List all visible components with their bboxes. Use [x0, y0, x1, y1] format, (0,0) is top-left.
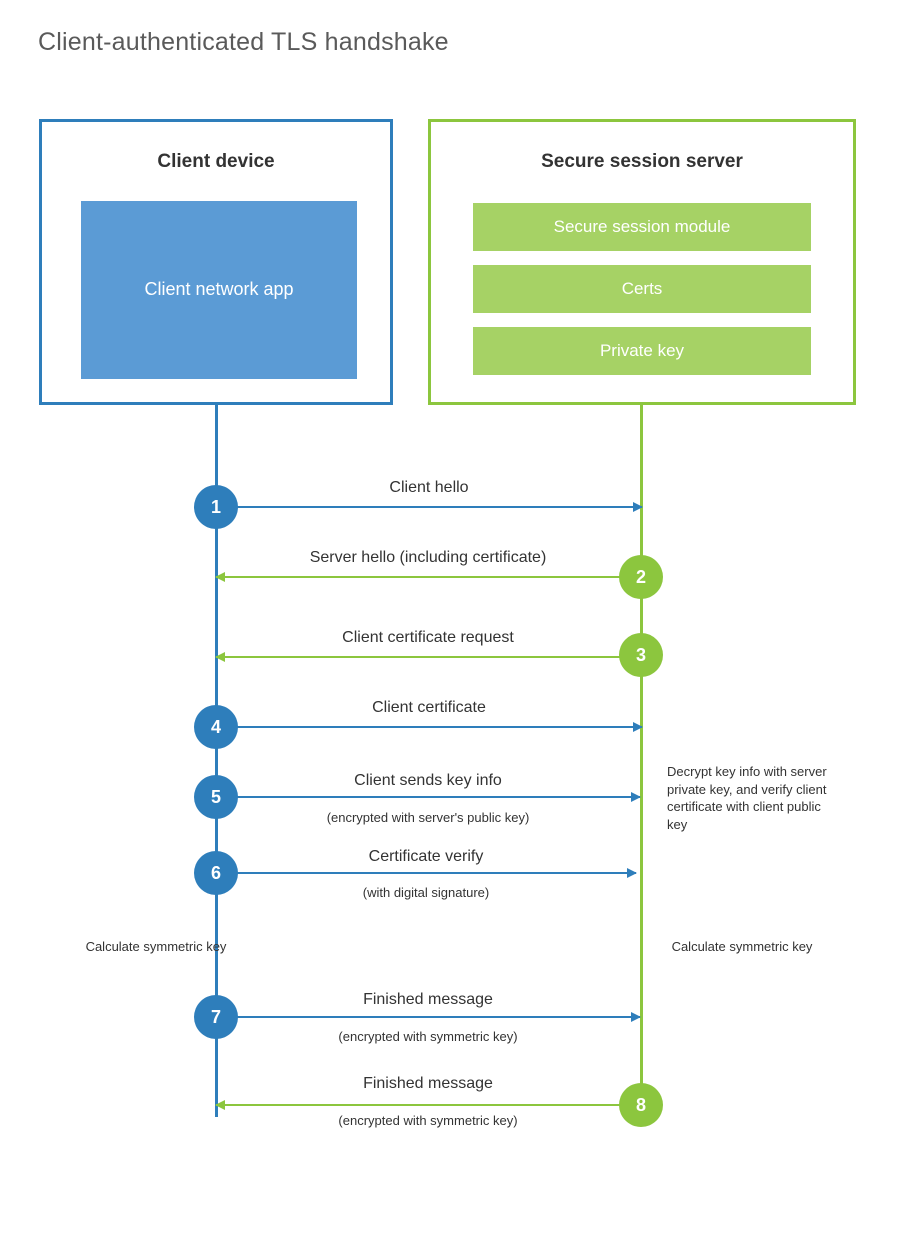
step-5-label: Client sends key info: [354, 772, 502, 789]
arrow-step-4: [216, 726, 642, 728]
step-5-sublabel: (encrypted with server's public key): [326, 810, 530, 825]
step-circle-6: 6: [194, 851, 238, 895]
step-circle-5: 5: [194, 775, 238, 819]
arrow-step-8: [216, 1104, 640, 1106]
server-block-private-key: Private key: [473, 327, 811, 375]
secure-session-server-box: [428, 119, 856, 405]
step-2-label: Server hello (including certificate): [309, 549, 547, 566]
arrow-head-icon: [631, 1012, 641, 1022]
arrow-step-5: [216, 796, 640, 798]
arrow-head-icon: [627, 868, 637, 878]
page-title: Client-authenticated TLS handshake: [38, 28, 449, 56]
step-7-label: Finished message: [363, 991, 493, 1008]
arrow-step-1: [216, 506, 642, 508]
arrow-head-icon: [633, 722, 643, 732]
arrow-step-3: [216, 656, 640, 658]
arrow-step-7: [216, 1016, 640, 1018]
step-1-label: Client hello: [389, 479, 469, 496]
server-block-secure-session-module: Secure session module: [473, 203, 811, 251]
arrow-head-icon: [215, 1100, 225, 1110]
step-8-label: Finished message: [363, 1075, 493, 1092]
arrow-step-6: [216, 872, 636, 874]
note-server-calculate-symmetric-key: Calculate symmetric key: [671, 939, 813, 954]
step-3-label: Client certificate request: [342, 629, 514, 646]
arrow-head-icon: [215, 572, 225, 582]
step-4-label: Client certificate: [372, 699, 486, 716]
step-circle-2: 2: [619, 555, 663, 599]
arrow-step-2: [216, 576, 640, 578]
step-circle-4: 4: [194, 705, 238, 749]
secure-session-server-title: Secure session server: [541, 151, 743, 172]
step-circle-7: 7: [194, 995, 238, 1039]
arrow-head-icon: [631, 792, 641, 802]
step-8-sublabel: (encrypted with symmetric key): [338, 1113, 518, 1128]
note-server-decrypt: Decrypt key info with server private key, and verify client certificate with client public key: [667, 764, 827, 832]
step-6-label: Certificate verify: [368, 848, 484, 865]
client-device-title: Client device: [157, 151, 275, 172]
arrow-head-icon: [215, 652, 225, 662]
note-client-calculate-symmetric-key: Calculate symmetric key: [85, 939, 227, 954]
step-6-sublabel: (with digital signature): [362, 885, 490, 900]
client-network-app-block: Client network app: [81, 201, 357, 379]
step-circle-1: 1: [194, 485, 238, 529]
step-7-sublabel: (encrypted with symmetric key): [338, 1029, 518, 1044]
step-circle-8: 8: [619, 1083, 663, 1127]
arrow-head-icon: [633, 502, 643, 512]
client-device-box: [39, 119, 393, 405]
server-block-certs: Certs: [473, 265, 811, 313]
step-circle-3: 3: [619, 633, 663, 677]
